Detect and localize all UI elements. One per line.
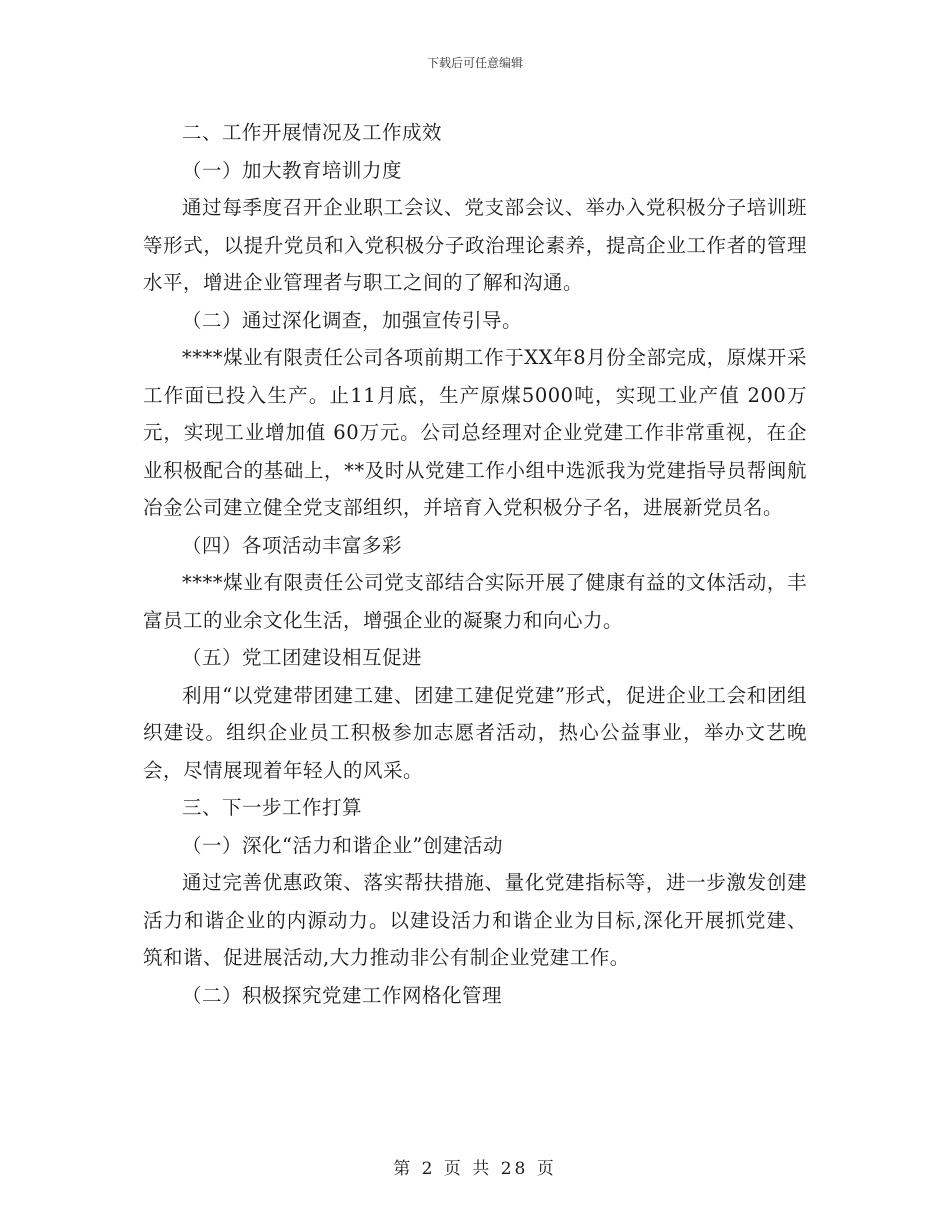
- paragraph-harmony: 通过完善优惠政策、落实帮扶措施、量化党建指标等，进一步激发创建活力和谐企业的内源动力。以建设活力和谐企业为目标,深化开展抓党建、筑和谐、促进展活动,大力推动非公有制企业党建工作。: [143, 871, 807, 969]
- paragraph-training: 通过每季度召开企业职工会议、党支部会议、举办入党积极分子培训班等形式，以提升党员和入党积极分子政治理论素养，提高企业工作者的管理水平，增进企业管理者与职工之间的了解和沟通。: [143, 196, 807, 294]
- subsection-heading-2: （二）通过深化调查，加强宣传引导。: [182, 308, 523, 332]
- footer-suffix: 页: [536, 1159, 557, 1179]
- footer-total-pages: 28: [500, 1159, 529, 1179]
- section-heading-2: 二、工作开展情况及工作成效: [182, 121, 443, 144]
- subsection-heading-3-2: （二）积极探究党建工作网格化管理: [182, 983, 503, 1007]
- page-footer: [0, 1154, 950, 1179]
- paragraph-activities: ****煤业有限责任公司党支部结合实际开展了健康有益的文体活动，丰富员工的业余文化生活，增强企业的凝聚力和向心力。: [143, 571, 807, 632]
- paragraph-party-union: 利用“以党建带团建工建、团建工建促党建”形式，促进企业工会和团组织建设。组织企业员工积极参加志愿者活动，热心公益事业，举办文艺晚会，尽情展现着年轻人的风采。: [143, 683, 807, 782]
- subsection-heading-5: （五）党工团建设相互促进: [182, 646, 423, 669]
- footer-page-number: 2: [421, 1159, 436, 1179]
- subsection-heading-4: （四）各项活动丰富多彩: [182, 533, 403, 557]
- document-body: [143, 114, 807, 1014]
- subsection-heading-3-1: （一）深化“活力和谐企业”创建活动: [182, 833, 503, 857]
- paragraph-company-progress: ****煤业有限责任公司各项前期工作于XX年8月份全部完成，原煤开采工作面已投入生产。止11月底，生产原煤5000吨，实现工业产值 200万元，实现工业增加值 60万元。公司总经理对企业党建工作非常重视，在企业积极配合的基础上，**及时从党建工作小组中选派我为党建指导员帮闽航冶金公司建立健全党支部组织，并培育入党积极分子名，进展新党员名。: [143, 346, 807, 519]
- footer-prefix: 第: [393, 1159, 414, 1179]
- section-heading-3: 三、下一步工作打算: [182, 796, 363, 819]
- footer-middle: 页 共: [443, 1159, 493, 1179]
- subsection-heading-1: （一）加大教育培训力度: [182, 158, 403, 182]
- page-header-note: 下载后可任意编辑: [426, 56, 523, 70]
